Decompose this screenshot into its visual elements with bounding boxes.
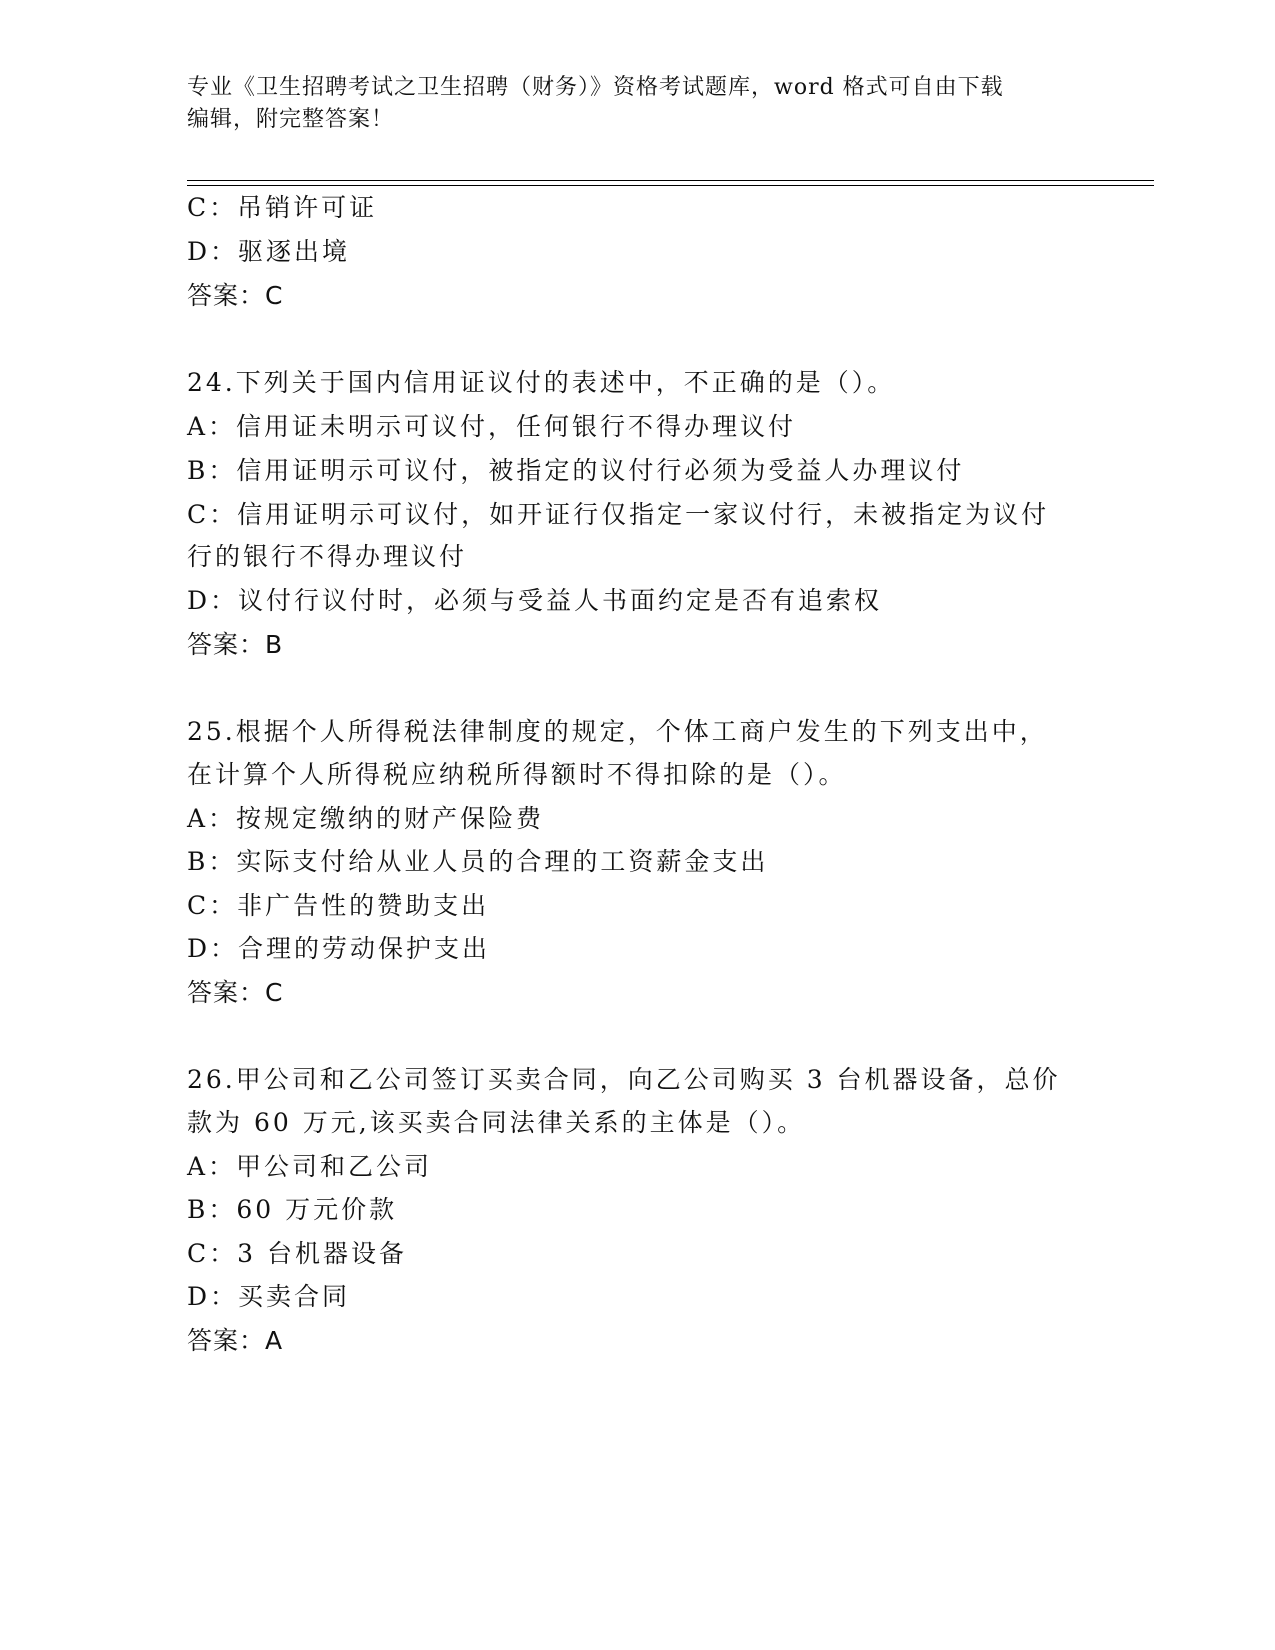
q24-stem: 24.下列关于国内信用证议付的表述中，不正确的是（）。: [187, 368, 896, 397]
header-divider-top: [187, 180, 1154, 181]
q25-stem-line-1: 25.根据个人所得税法律制度的规定，个体工商户发生的下列支出中，: [187, 717, 1048, 746]
q25-option-b: B：实际支付给从业人员的合理的工资薪金支出: [187, 847, 769, 876]
q25-option-a: A：按规定缴纳的财产保险费: [187, 804, 545, 833]
header-line-2: 编辑，附完整答案！: [187, 107, 395, 132]
prev-option-c: C：吊销许可证: [187, 193, 378, 222]
q26-option-a: A：甲公司和乙公司: [187, 1152, 433, 1181]
q24-option-d: D：议付行议付时，必须与受益人书面约定是否有追索权: [187, 586, 883, 615]
document-header: [187, 72, 1067, 136]
q26-option-d: D：买卖合同: [187, 1282, 351, 1311]
q24-answer: 答案：B: [187, 630, 284, 659]
q26-option-b: B：60 万元价款: [187, 1195, 398, 1224]
q26-answer: 答案：A: [187, 1326, 284, 1355]
q25-option-c: C：非广告性的赞助支出: [187, 891, 490, 920]
header-line-1: 专业《卫生招聘考试之卫生招聘（财务）》资格考试题库，word 格式可自由下载: [187, 75, 1004, 100]
prev-option-d: D：驱逐出境: [187, 237, 351, 266]
q26-stem-line-2: 款为 60 万元,该买卖合同法律关系的主体是（）。: [187, 1108, 806, 1137]
q26-option-c: C：3 台机器设备: [187, 1239, 407, 1268]
q25-answer: 答案：C: [187, 978, 284, 1007]
q24-option-c-line-2: 行的银行不得办理议付: [187, 542, 468, 571]
prev-answer: 答案：C: [187, 281, 284, 310]
q25-option-d: D：合理的劳动保护支出: [187, 934, 491, 963]
q26-stem-line-1: 26.甲公司和乙公司签订买卖合同，向乙公司购买 3 台机器设备，总价: [187, 1065, 1061, 1094]
q24-option-a: A：信用证未明示可议付，任何银行不得办理议付: [187, 412, 797, 441]
q25-stem-line-2: 在计算个人所得税应纳税所得额时不得扣除的是（）。: [187, 760, 847, 789]
q24-option-c-line-1: C：信用证明示可议付，如开证行仅指定一家议付行，未被指定为议付: [187, 500, 1050, 529]
header-divider-bottom: [187, 185, 1154, 186]
q24-option-b: B：信用证明示可议付，被指定的议付行必须为受益人办理议付: [187, 456, 965, 485]
